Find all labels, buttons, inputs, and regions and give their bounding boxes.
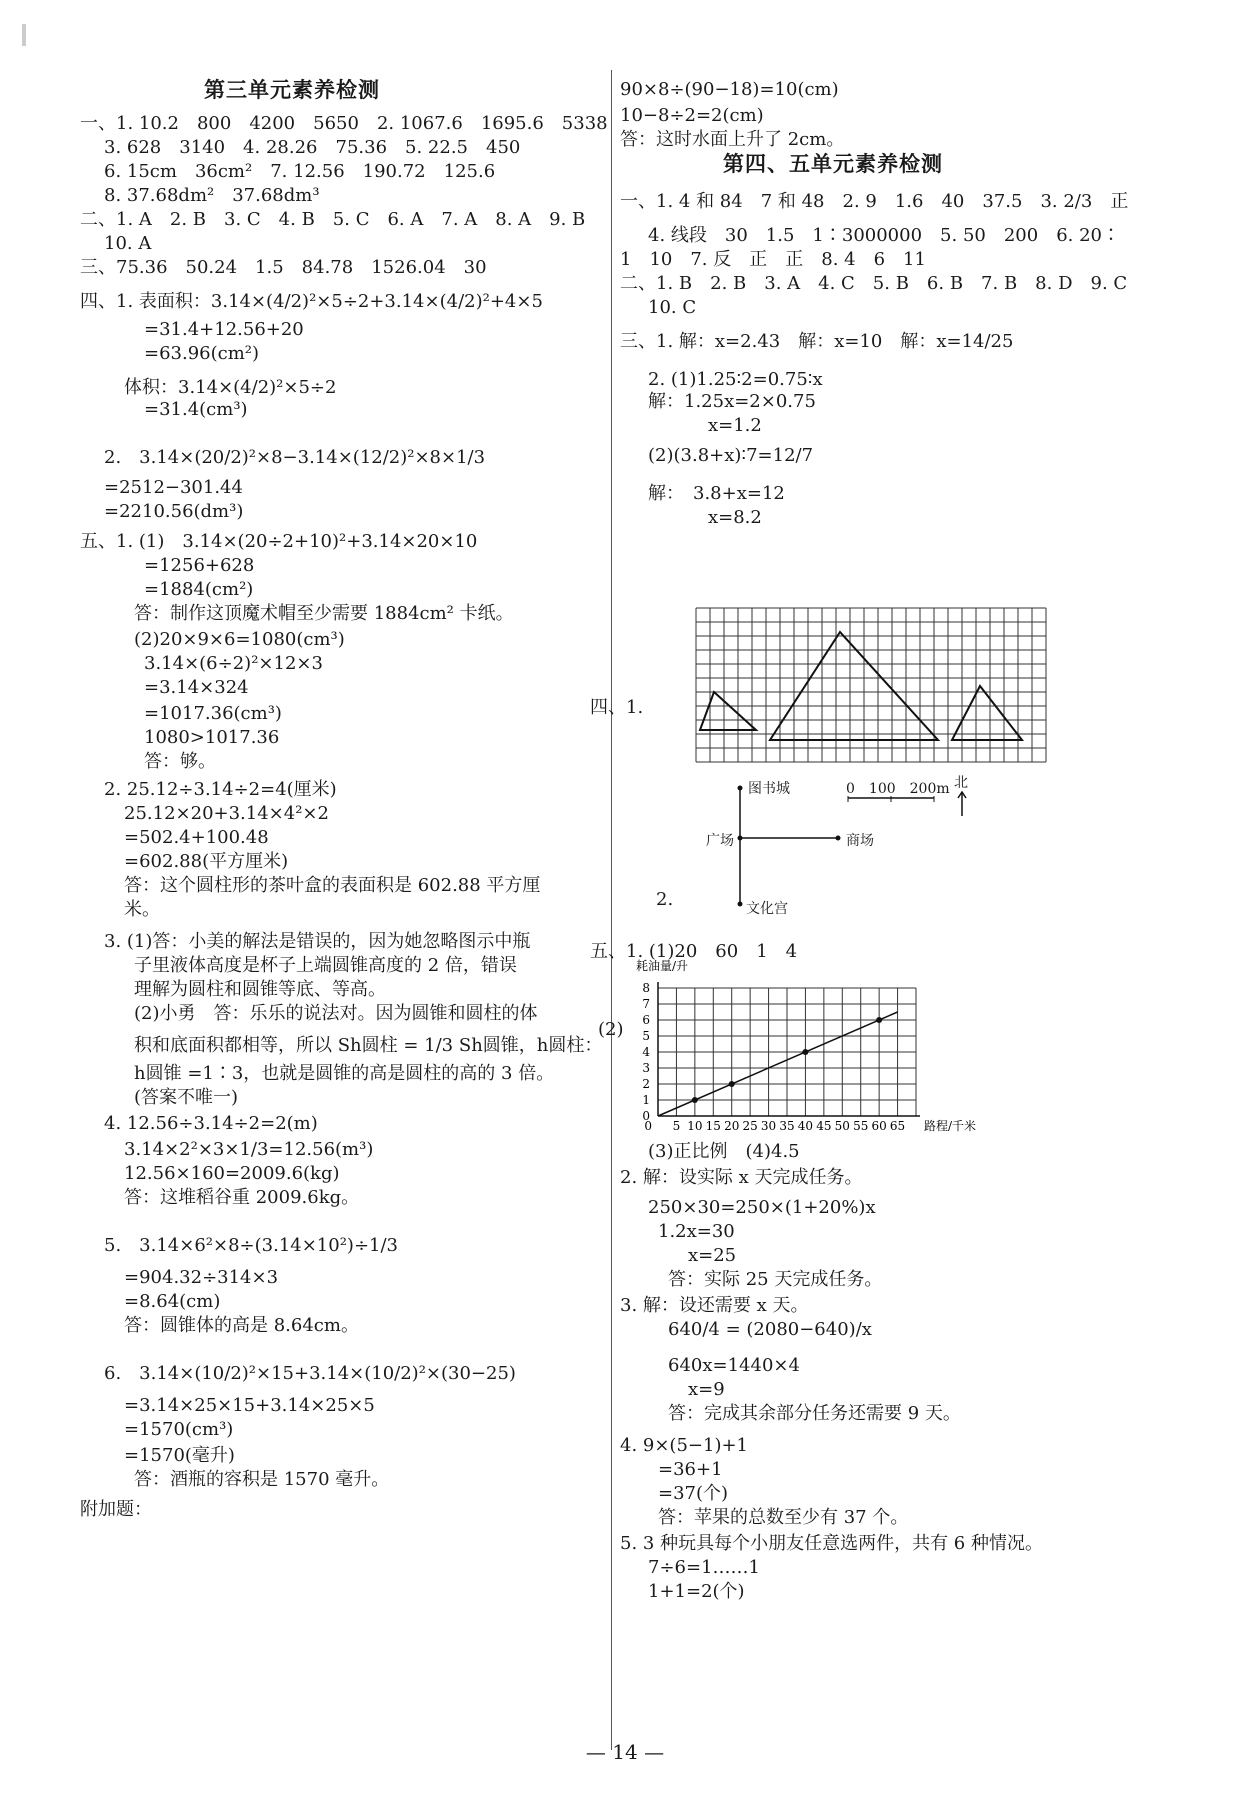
answer-line: 答：制作这顶魔术帽至少需要 1884cm² 卡纸。	[134, 603, 514, 624]
answer-line: =1570(毫升)	[124, 1445, 235, 1466]
answer-line: 2. 25.12÷3.14÷2=4(厘米)	[104, 779, 337, 800]
answer-line: 3. 628 3140 4. 28.26 75.36 5. 22.5 450	[104, 137, 521, 158]
answer-line: 4. 12.56÷3.14÷2=2(m)	[104, 1113, 318, 1134]
answer-line: 答：实际 25 天完成任务。	[668, 1269, 883, 1290]
answer-line: =31.4(cm³)	[144, 399, 248, 420]
x-tick-label: 5	[672, 1119, 681, 1133]
map-mall-label: 商场	[846, 833, 874, 849]
y-tick-label: 0	[642, 1109, 650, 1123]
answer-line: 2. 解：设实际 x 天完成任务。	[620, 1167, 863, 1188]
chart-q-label: (2)	[598, 1019, 624, 1040]
x-tick-label: 30	[760, 1119, 777, 1133]
small-triangle-1	[700, 692, 756, 730]
answer-line: =1884(cm²)	[144, 579, 254, 600]
answer-line: 答：苹果的总数至少有 37 个。	[658, 1507, 909, 1528]
answer-line: 答：这堆稻谷重 2009.6kg。	[124, 1187, 360, 1208]
culture-point	[738, 902, 743, 907]
answer-line: 一、1. 10.2 800 4200 5650 2. 1067.6 1695.6 5338	[80, 113, 608, 134]
answer-line: 五、1. (1) 3.14×(20÷2+10)²+3.14×20×10	[80, 531, 478, 552]
answer-line: 250×30=250×(1+20%)x	[648, 1197, 876, 1218]
answer-line: x=9	[688, 1379, 725, 1400]
scale-bar	[846, 796, 946, 806]
triangle-grid-figure	[686, 606, 1134, 766]
y-tick-label: 2	[642, 1077, 650, 1091]
answer-line: 四、1. 表面积：3.14×(4/2)²×5÷2+3.14×(4/2)²+4×5	[80, 291, 543, 312]
answer-line: 1.2x=30	[658, 1221, 735, 1242]
answer-line: 3. 解：设还需要 x 天。	[620, 1295, 809, 1316]
answer-line: 7÷6=1……1	[648, 1557, 760, 1578]
answer-line: 答：够。	[144, 751, 216, 772]
data-point	[692, 1097, 698, 1103]
answer-line: =3.14×25×15+3.14×25×5	[124, 1395, 375, 1416]
map-square-label: 广场	[706, 833, 734, 849]
answer-line: =31.4+12.56+20	[144, 319, 304, 340]
x-tick-label: 40	[797, 1119, 814, 1133]
fuel-chart	[618, 958, 978, 1138]
y-axis-label: 耗油量/升	[636, 959, 689, 973]
answer-line: 6. 3.14×(10/2)²×15+3.14×(10/2)²×(30−25)	[104, 1363, 516, 1384]
answer-line: 答：这个圆柱形的茶叶盒的表面积是 602.88 平方厘	[124, 875, 541, 896]
answer-line: 积和底面积都相等，所以 Sh圆柱 = 1/3 Sh圆锥，h圆柱：	[134, 1035, 603, 1056]
data-point	[802, 1049, 808, 1055]
answer-line: =602.88(平方厘米)	[124, 851, 289, 872]
answer-line: 体积：3.14×(4/2)²×5÷2	[124, 377, 337, 398]
answer-line: 10. C	[648, 297, 697, 318]
answer-line: =1256+628	[144, 555, 255, 576]
x-axis-label: 路程/千米	[924, 1119, 977, 1133]
answer-line: (3)正比例 (4)4.5	[648, 1141, 800, 1162]
data-point	[876, 1017, 882, 1023]
answer-line: 二、1. A 2. B 3. C 4. B 5. C 6. A 7. A 8. A 9. B	[80, 209, 586, 230]
y-tick-label: 7	[642, 997, 650, 1011]
answer-line: =63.96(cm²)	[144, 343, 260, 364]
answer-line: =3.14×324	[144, 677, 249, 698]
answer-line: 10. A	[104, 233, 152, 254]
origin-label: 0	[644, 1119, 652, 1133]
unit3-title: 第三单元素养检测	[204, 77, 380, 102]
answer-line: 4. 线段 30 1.5 1∶3000000 5. 50 200 6. 20∶	[648, 225, 1120, 246]
answer-line: =502.4+100.48	[124, 827, 269, 848]
answer-line: 3.14×(6÷2)²×12×3	[144, 653, 323, 674]
mall-point	[836, 836, 841, 841]
answer-line: x=25	[688, 1245, 737, 1266]
answer-line: 1 10 7. 反 正 正 8. 4 6 11	[620, 249, 926, 270]
answer-line: 一、1. 4 和 84 7 和 48 2. 9 1.6 40 37.5 3. 2/3 正	[620, 191, 1129, 212]
answer-line: (答案不唯一)	[134, 1087, 239, 1108]
map-culture-label: 文化宫	[746, 901, 788, 917]
answer-line: 解： 3.8+x=12	[648, 483, 785, 504]
answer-line: 二、1. B 2. B 3. A 4. C 5. B 6. B 7. B 8. D 9. C	[620, 273, 1128, 294]
answer-line: 3. (1)答：小美的解法是错误的，因为她忽略图示中瓶	[104, 931, 531, 952]
answer-line: h圆锥 =1∶3，也就是圆锥的高是圆柱的高的 3 倍。	[134, 1063, 555, 1084]
x-tick-label: 25	[742, 1119, 758, 1133]
answer-line: x=1.2	[708, 415, 762, 436]
q4-1-label: 四、1.	[590, 697, 644, 718]
answer-line: 2. (1)1.25∶2=0.75∶x	[648, 369, 823, 390]
answer-line: (2)20×9×6=1080(cm³)	[134, 629, 345, 650]
y-tick-label: 3	[642, 1061, 650, 1075]
answer-line: =8.64(cm)	[124, 1291, 221, 1312]
x-tick-label: 20	[724, 1119, 740, 1133]
answer-line: 米。	[124, 899, 160, 920]
data-point	[729, 1081, 735, 1087]
x-tick-label: 15	[705, 1119, 721, 1133]
y-tick-label: 6	[642, 1013, 650, 1027]
answer-line: 2. 3.14×(20/2)²×8−3.14×(12/2)²×8×1/3	[104, 447, 486, 468]
column-divider	[611, 70, 612, 1750]
answer-line: 8. 37.68dm² 37.68dm³	[104, 185, 320, 206]
answer-line: 解：1.25x=2×0.75	[648, 391, 816, 412]
answer-line: 25.12×20+3.14×4²×2	[124, 803, 329, 824]
answer-line: 理解为圆柱和圆锥等底、等高。	[134, 979, 386, 1000]
north-label: 北	[954, 775, 968, 791]
scan-mark	[22, 24, 26, 46]
y-tick-label: 4	[642, 1045, 650, 1059]
answer-line: 6. 15cm 36cm² 7. 12.56 190.72 125.6	[104, 161, 496, 182]
answer-line: 1080>1017.36	[144, 727, 280, 748]
library-point	[738, 786, 743, 791]
answer-line: (2)小勇 答：乐乐的说法对。因为圆锥和圆柱的体	[134, 1003, 538, 1024]
answer-line: 附加题：	[80, 1499, 152, 1520]
x-tick-label: 55	[853, 1119, 869, 1133]
page-number: — 14 —	[585, 1740, 665, 1764]
answer-line: 答：酒瓶的容积是 1570 毫升。	[134, 1469, 390, 1490]
x-tick-label: 10	[687, 1119, 703, 1133]
answer-line: 640/4 = (2080−640)/x	[668, 1319, 872, 1340]
map-scale-label: 0 100 200m	[846, 781, 950, 797]
q4-2-label: 2.	[656, 889, 674, 910]
x-tick-label: 65	[889, 1119, 906, 1133]
answer-line: =1017.36(cm³)	[144, 703, 282, 724]
answer-line: 5. 3 种玩具每个小朋友任意选两件，共有 6 种情况。	[620, 1533, 1043, 1554]
answer-line: x=8.2	[708, 507, 762, 528]
answer-line: =1570(cm³)	[124, 1419, 234, 1440]
q5-1-line: 五、1. (1)20 60 1 4	[590, 941, 798, 962]
x-tick-label: 60	[871, 1119, 887, 1133]
y-tick-label: 8	[642, 981, 650, 995]
big-triangle	[770, 632, 938, 740]
answer-line: 答：这时水面上升了 2cm。	[620, 129, 845, 150]
answer-line: 4. 9×(5−1)+1	[620, 1435, 748, 1456]
answer-line: 三、75.36 50.24 1.5 84.78 1526.04 30	[80, 257, 487, 278]
map-library-label: 图书城	[748, 781, 790, 797]
answer-line: 子里液体高度是杯子上端圆锥高度的 2 倍，错误	[134, 955, 517, 976]
answer-line: =37(个)	[658, 1483, 729, 1504]
answer-line: 12.56×160=2009.6(kg)	[124, 1163, 340, 1184]
answer-line: =2512−301.44	[104, 477, 243, 498]
answer-line: 640x=1440×4	[668, 1355, 800, 1376]
answer-line: 答：圆锥体的高是 8.64cm。	[124, 1315, 359, 1336]
answer-line: 90×8÷(90−18)=10(cm)	[620, 79, 839, 100]
x-tick-label: 35	[779, 1119, 795, 1133]
north-arrow-icon	[956, 790, 968, 816]
unit45-title: 第四、五单元素养检测	[723, 151, 943, 176]
answer-line: =904.32÷314×3	[124, 1267, 279, 1288]
answer-line: 10−8÷2=2(cm)	[620, 105, 764, 126]
x-tick-label: 50	[834, 1119, 850, 1133]
square-point	[738, 836, 743, 841]
answer-line: 3.14×2²×3×1/3=12.56(m³)	[124, 1139, 374, 1160]
x-tick-label: 45	[816, 1119, 832, 1133]
answer-line: =36+1	[658, 1459, 723, 1480]
answer-line: (2)(3.8+x)∶7=12/7	[648, 445, 814, 466]
answer-line: =2210.56(dm³)	[104, 501, 244, 522]
y-tick-label: 5	[642, 1029, 650, 1043]
answer-line: 5. 3.14×6²×8÷(3.14×10²)÷1/3	[104, 1235, 398, 1256]
answer-line: 答：完成其余部分任务还需要 9 天。	[668, 1403, 961, 1424]
answer-line: 三、1. 解：x=2.43 解：x=10 解：x=14/25	[620, 331, 1014, 352]
answer-line: 1+1=2(个)	[648, 1581, 745, 1602]
y-tick-label: 1	[642, 1093, 650, 1107]
